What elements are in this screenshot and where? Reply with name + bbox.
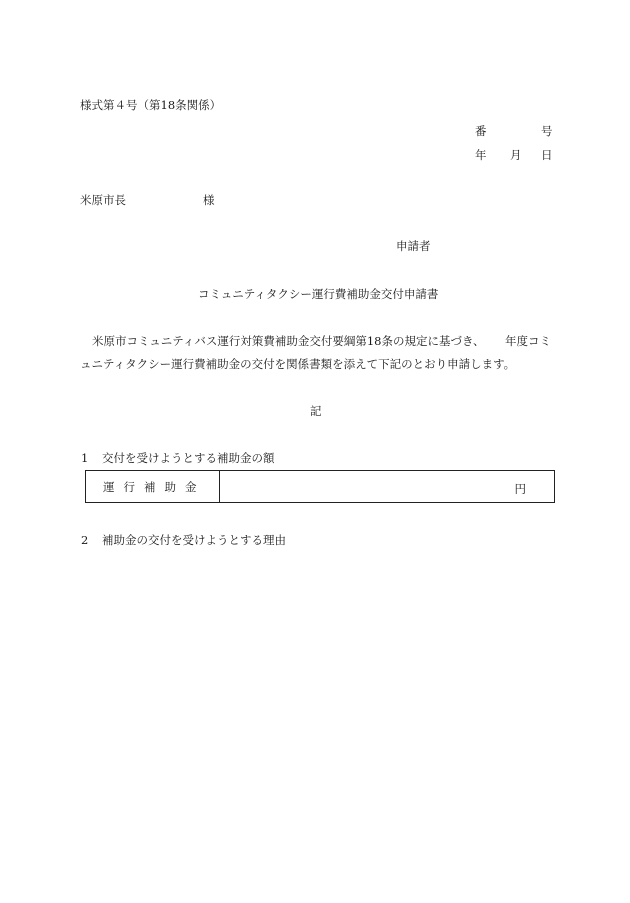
section-1-number: 1	[81, 451, 89, 465]
date-year: 年	[475, 148, 487, 162]
ki-heading: 記	[310, 404, 322, 418]
body-line-1: 米原市コミュニティバス運行対策費補助金交付要綱第18条の規定に基づき、	[92, 334, 485, 348]
number-line-right: 号	[541, 124, 553, 138]
form-number: 様式第４号（第18条関係）	[80, 98, 222, 112]
addressee-name: 米原市長	[80, 193, 126, 207]
section-1-title: 交付を受けようとする補助金の額	[102, 451, 275, 465]
amount-value-cell[interactable]	[220, 471, 554, 502]
amount-unit: 円	[514, 482, 526, 496]
applicant-label: 申請者	[396, 239, 431, 253]
document-title: コミュニティタクシー運行費補助金交付申請書	[198, 287, 439, 301]
body-line-2: ュニティタクシー運行費補助金の交付を関係書類を添えて下記のとおり申請します。	[80, 357, 516, 371]
date-day: 日	[541, 148, 553, 162]
body-line-1-fiscal-year: 年度コミ	[505, 334, 551, 348]
section-2-number: 2	[81, 533, 89, 547]
date-month: 月	[510, 148, 522, 162]
section-2-title: 補助金の交付を受けようとする理由	[102, 533, 286, 547]
number-line-left: 番	[475, 124, 487, 138]
addressee-honorific: 様	[203, 193, 215, 207]
amount-table	[85, 470, 555, 503]
amount-label: 運行補助金	[86, 471, 220, 502]
